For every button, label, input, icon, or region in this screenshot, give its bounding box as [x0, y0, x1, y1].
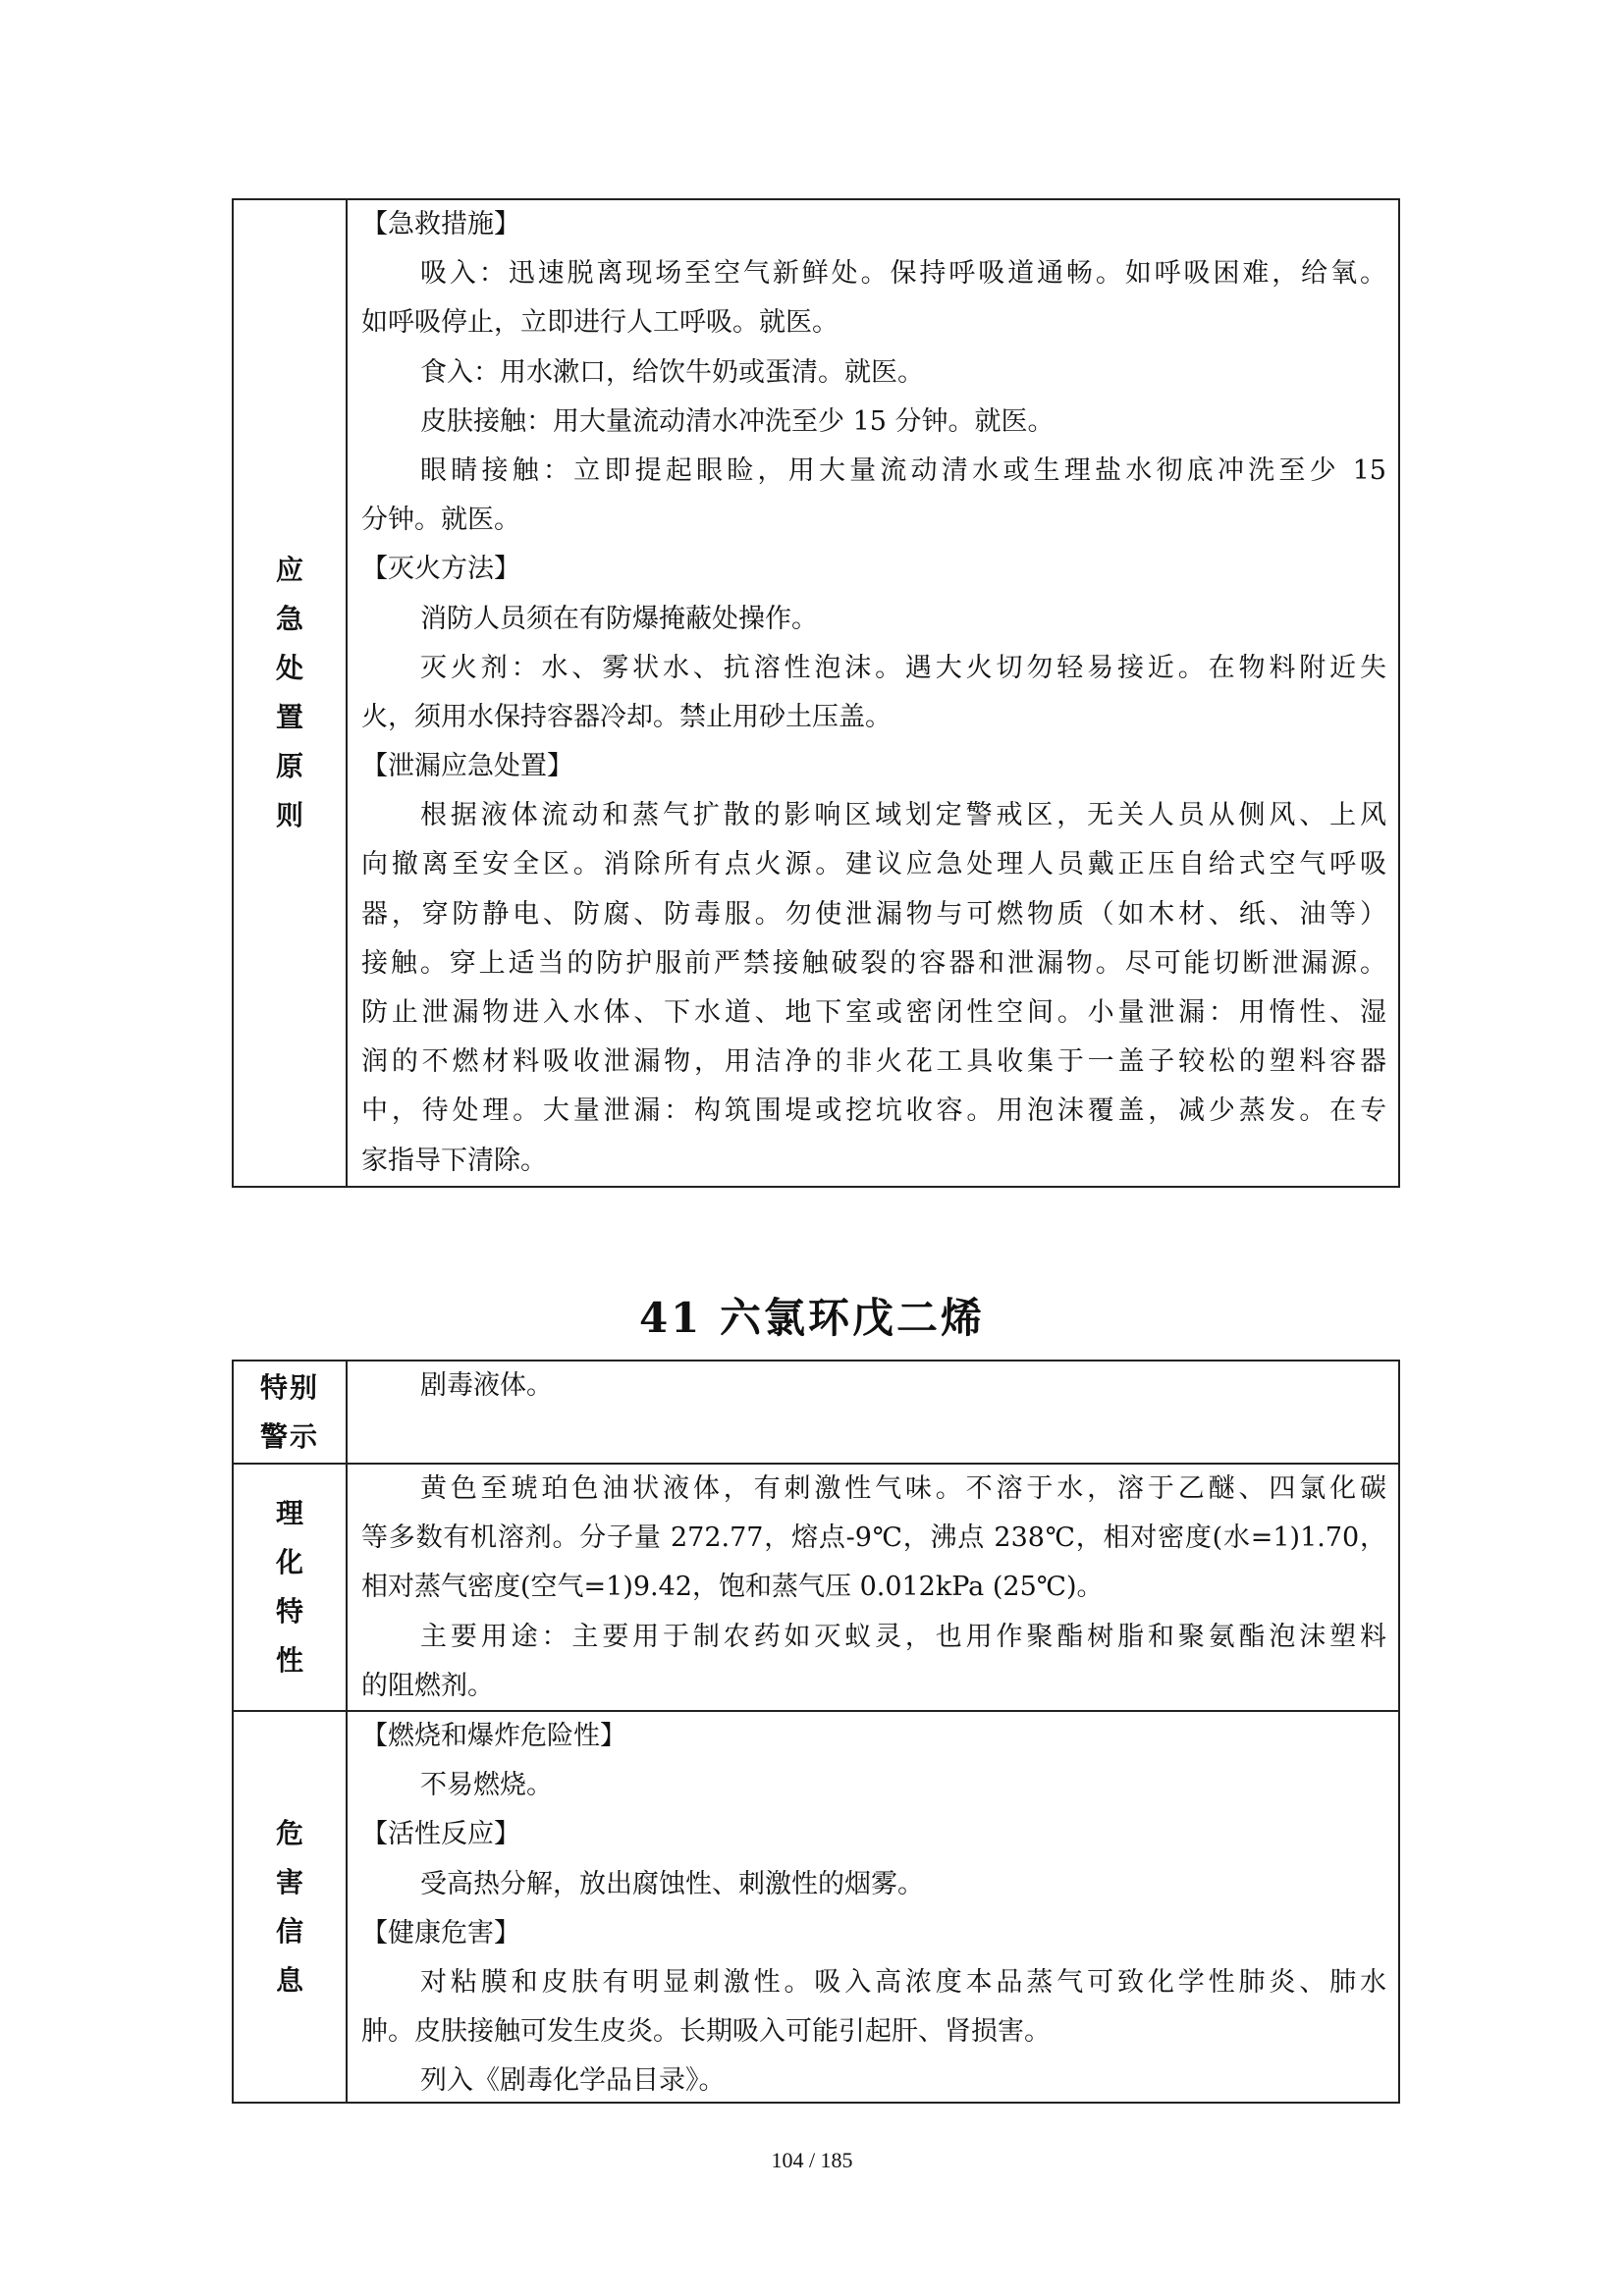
text-line: 如呼吸停止，立即进行人工呼吸。就医。	[361, 307, 839, 339]
text-line: 家指导下清除。	[361, 1145, 547, 1176]
text-line: 【灭火方法】	[361, 554, 520, 585]
section-title: 41 六氯环戊二烯	[638, 1294, 986, 1342]
text-line: 剧毒液体。	[420, 1370, 553, 1401]
text-line: 【健康危害】	[361, 1917, 520, 1949]
text-line: 不易燃烧。	[420, 1770, 553, 1801]
table-row	[234, 1710, 1398, 2102]
text-line: 【燃烧和爆炸危险性】	[361, 1721, 626, 1751]
text-line: 受高热分解，放出腐蚀性、刺激性的烟雾。	[420, 1868, 924, 1899]
text-line: 器，穿防静电、防腐、防毒服。勿使泄漏物与可燃物质（如木材、纸、油等）	[361, 898, 1386, 930]
text-line: 根据液体流动和蒸气扩散的影响区域划定警戒区，无关人员从侧风、上风	[420, 800, 1386, 831]
row-label-char: 应	[275, 554, 303, 586]
row-label-char: 性	[275, 1644, 303, 1677]
table-row	[234, 1463, 1398, 1710]
text-line: 眼睛接触：立即提起眼睑，用大量流动清水或生理盐水彻底冲洗至少 15	[420, 454, 1386, 486]
row-label-char: 原	[275, 750, 303, 782]
row-label	[234, 1362, 348, 1463]
text-line: 润的不燃材料吸收泄漏物，用洁净的非火花工具收集于一盖子较松的塑料容器	[361, 1046, 1386, 1078]
page-number: 104 / 185	[771, 2148, 853, 2172]
text-line: 相对蒸气密度(空气=1)9.42，饱和蒸气压 0.012kPa (25℃)。	[361, 1572, 1104, 1603]
row-label-char: 处	[275, 652, 303, 684]
text-line: 吸入：迅速脱离现场至空气新鲜处。保持呼吸道通畅。如呼吸困难，给氧。	[420, 258, 1386, 290]
text-line: 消防人员须在有防爆掩蔽处操作。	[420, 603, 818, 634]
row-label-char: 理	[275, 1497, 303, 1529]
text-line: 食入：用水漱口，给饮牛奶或蛋清。就医。	[420, 356, 924, 388]
text-line: 防止泄漏物进入水体、下水道、地下室或密闭性空间。小量泄漏：用惰性、湿	[361, 997, 1386, 1028]
text-line: 主要用途：主要用于制农药如灭蚁灵，也用作聚酯树脂和聚氨酯泡沫塑料	[420, 1621, 1386, 1652]
row-label-char: 信	[275, 1914, 303, 1948]
row-label-char: 置	[275, 701, 303, 733]
text-line: 【泄漏应急处置】	[361, 751, 573, 782]
row-label-char: 害	[275, 1865, 303, 1898]
text-line: 【活性反应】	[361, 1819, 520, 1850]
text-line: 中，待处理。大量泄漏：构筑围堤或挖坑收容。用泡沫覆盖，减少蒸发。在专	[361, 1095, 1386, 1127]
row-label-char: 急	[275, 603, 303, 635]
chemical-info-table	[232, 1360, 1400, 2104]
text-line: 火，须用水保持容器冷却。禁止用砂土压盖。	[361, 701, 892, 732]
text-line: 黄色至琥珀色油状液体，有刺激性气味。不溶于水，溶于乙醚、四氯化碳	[420, 1473, 1386, 1504]
text-line: 肿。皮肤接触可发生皮炎。长期吸入可能引起肝、肾损害。	[361, 2016, 1051, 2048]
row-label	[234, 1712, 348, 2102]
emergency-table	[232, 198, 1400, 1188]
row-label	[234, 1465, 348, 1710]
text-line: 灭火剂：水、雾状水、抗溶性泡沫。遇大火切勿轻易接近。在物料附近失	[420, 652, 1386, 683]
row-label-char: 息	[275, 1963, 303, 1997]
row-content	[348, 1712, 1398, 2102]
row-label-char: 化	[275, 1546, 303, 1578]
table-row	[234, 1362, 1398, 1463]
text-line: 等多数有机溶剂。分子量 272.77，熔点-9℃，沸点 238℃，相对密度(水=1)1.70，	[361, 1522, 1386, 1554]
text-line: 向撤离至安全区。消除所有点火源。建议应急处理人员戴正压自给式空气呼吸	[361, 849, 1386, 881]
row-label-char: 特	[275, 1595, 303, 1628]
row-label-char: 警示	[259, 1419, 319, 1453]
text-line: 皮肤接触：用大量流动清水冲洗至少 15 分钟。就医。	[420, 405, 1055, 437]
text-line: 接触。穿上适当的防护服前严禁接触破裂的容器和泄漏物。尽可能切断泄漏源。	[361, 947, 1386, 979]
row-label	[234, 200, 348, 1186]
text-line: 的阻燃剂。	[361, 1670, 494, 1701]
row-content	[348, 1465, 1398, 1710]
text-line: 分钟。就医。	[361, 505, 520, 536]
row-label-char: 则	[275, 799, 303, 831]
row-label-char: 危	[275, 1816, 303, 1849]
text-line: 对粘膜和皮肤有明显刺激性。吸入高浓度本品蒸气可致化学性肺炎、肺水	[420, 1966, 1386, 1998]
row-content	[348, 1362, 1398, 1463]
text-line: 【急救措施】	[361, 209, 520, 240]
text-line: 列入《剧毒化学品目录》。	[420, 2065, 726, 2097]
row-content	[348, 200, 1398, 1186]
table-row	[234, 200, 1398, 1186]
row-label-char: 特别	[259, 1370, 319, 1404]
